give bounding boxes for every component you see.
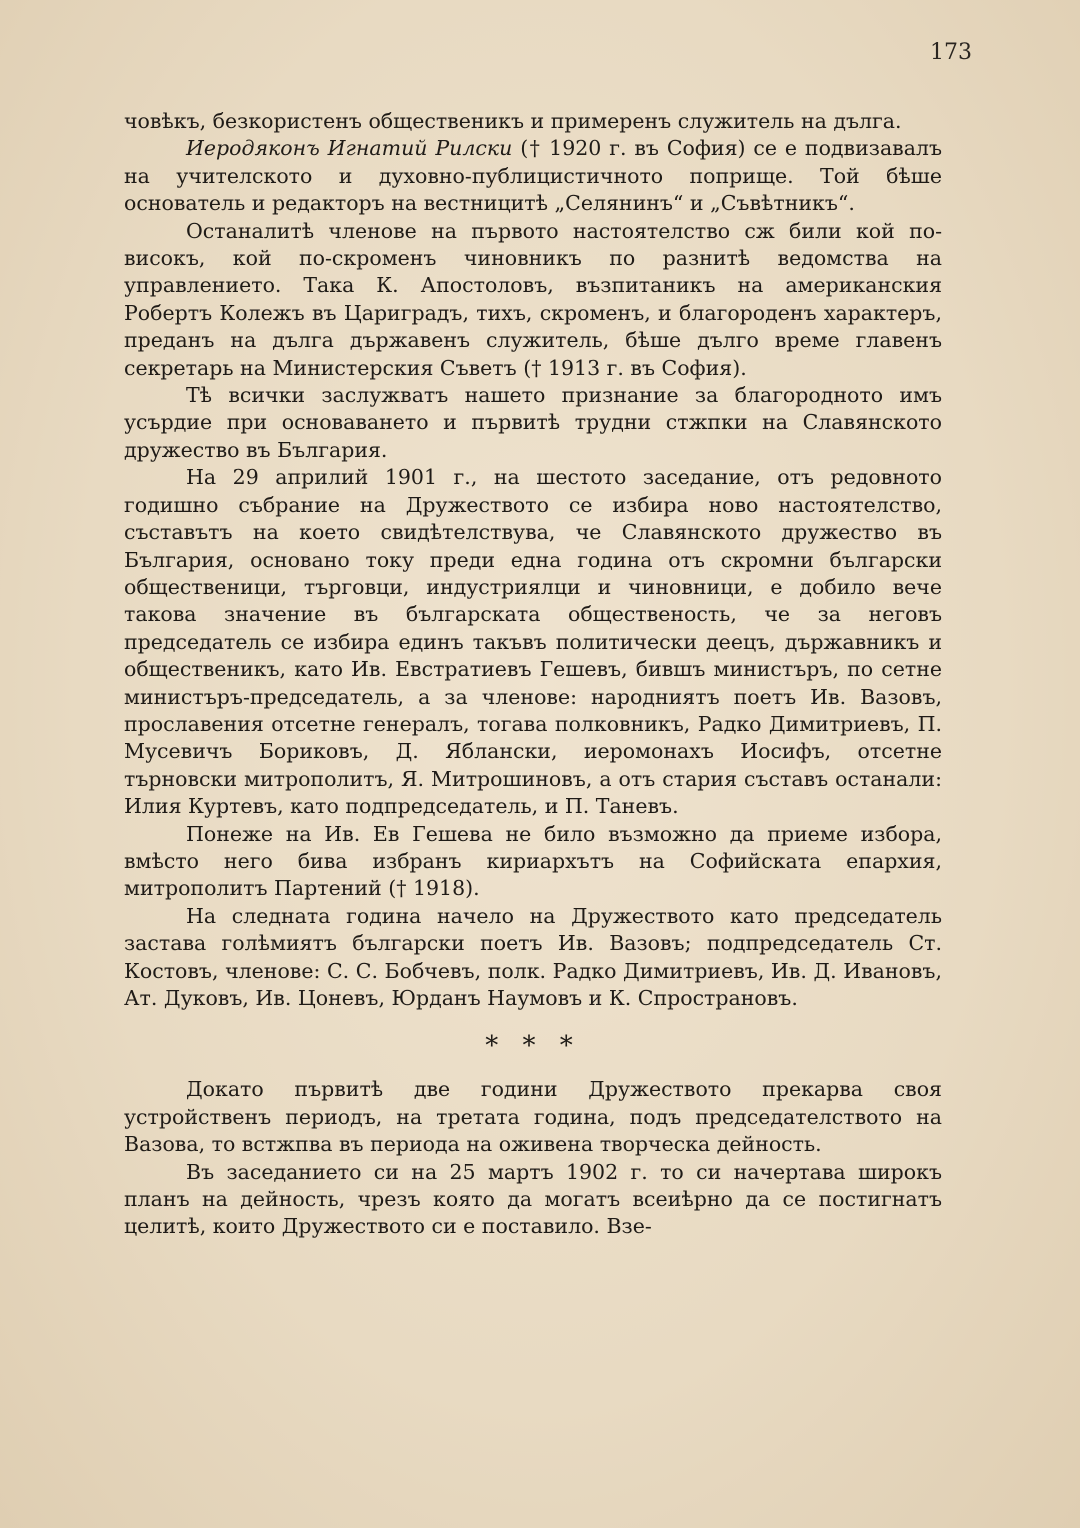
paragraph-2 [124, 135, 942, 217]
paragraph-3: Останалитѣ членове на първото настоятелство сж били кой по-високъ, кой по-скроменъ чиновникъ по разнитѣ ведомства на управлението. Така К. Апостоловъ, възпитаникъ на американския Робертъ Колежъ въ Цариградъ, тихъ, скроменъ, и благороденъ характеръ, преданъ на дълга държавенъ служитель, бѣше дълго време главенъ секретарь на Министерския Съветъ († 1913 г. въ София). [124, 218, 942, 380]
paragraph-1: човѣкъ, безкористенъ общественикъ и примеренъ служитель на дълга. [124, 109, 902, 133]
page-number: 173 [930, 40, 972, 65]
paragraph-8: Докато първитѣ две години Дружеството прекарва своя устройственъ периодъ, на третата година, подъ председателството на Вазова, то встжпва въ периода на оживена творческа дейность. [124, 1077, 942, 1157]
paragraph-9: Въ заседанието си на 25 мартъ 1902 г. то си начертава широкъ планъ на дейность, чрезъ която да могатъ всеиѣрно да се постигнатъ целитѣ, които Дружеството си е поставило. Взе- [124, 1159, 942, 1239]
paragraph-2-text: († 1920 г. въ София) се е подвизавалъ на учителското и духовно-публицистичното поприще. Той бѣше основатель и редакторъ на вестницитѣ „Селянинъ“ и „Съвѣтникъ“. [124, 136, 942, 216]
section-separator: * * * [485, 1031, 581, 1062]
paragraph-7: На следната година начело на Дружеството като председатель застава голѣмиятъ български поетъ Ив. Вазовъ; подпредседатель Ст. Костовъ, членове: С. С. Бобчевъ, полк. Радко Димитриевъ, Ив. Д. Ивановъ, Ат. Дуковъ, Ив. Цоневъ, Юрданъ Наумовъ и К. Спространовъ. [124, 903, 942, 1010]
paragraph-6: Понеже на Ив. Ев Гешева не било възможно да приеме избора, вмѣсто него бива избранъ кириархътъ на Софийската епархия, митрополитъ Партений († 1918). [124, 821, 942, 901]
body-text [124, 108, 942, 1241]
paragraph-5: На 29 априлий 1901 г., на шестото заседание, отъ редовното годишно събрание на Дружеството се избира ново настоятелство, съставътъ на което свидѣтелствува, че Славянското дружество въ България, основано току преди една година отъ скромни български общественици, търговци, индустриялци и чиновници, е добило вече такова значение въ българската общественость, че за неговъ председатель се избира единъ такъвъ политически деецъ, държавникъ и общественикъ, като Ив. Евстратиевъ Гешевъ, бившъ министъръ, по сетне министъръ-председатель, а за членове: народниятъ поетъ Ив. Вазовъ, прославения отсетне генералъ, тогава полковникъ, Радко Димитриевъ, П. Мусевичъ Бориковъ, Д. Яблански, иеромонахъ Иосифъ, отсетне търновски митрополитъ, Я. Митрошиновъ, а отъ стария съставъ останали: Илия Куртевъ, като подпредседатель, и П. Таневъ. [124, 465, 942, 819]
paragraph-2-italic-lead: Иеродяконъ Игнатий Рилски [186, 136, 513, 161]
paragraph-4: Тѣ всички заслужватъ нашето признание за благородното имъ усърдие при основаването и първитѣ трудни стжпки на Славянското дружество въ България. [124, 383, 942, 462]
